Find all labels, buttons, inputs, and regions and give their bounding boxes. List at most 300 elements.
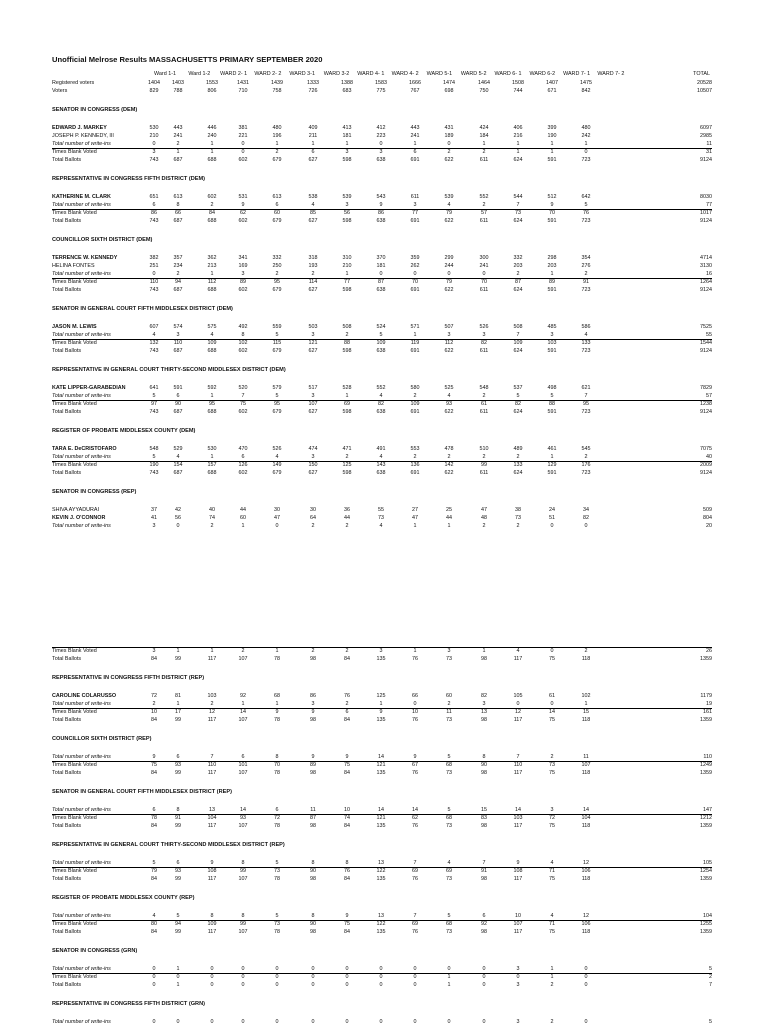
cell-value: 109 [207, 340, 217, 346]
cell-value: 213 [207, 263, 217, 269]
cell-value: 11 [446, 709, 452, 715]
cell-value: 6 [241, 754, 245, 760]
cell-value: 0 [447, 141, 451, 147]
cell-value: 1 [550, 974, 554, 980]
cell-value: 27 [412, 507, 418, 513]
cell-value: 71 [549, 868, 555, 874]
cell-value: 73 [446, 770, 452, 776]
cell-value: 101 [238, 762, 248, 768]
cell-value: 743 [149, 409, 159, 415]
cell-value: 74 [209, 515, 215, 521]
cell-value: 76 [583, 210, 589, 216]
cell-value: 9 [241, 202, 245, 208]
cell-value: 1333 [307, 80, 319, 86]
cell-value: 591 [547, 470, 557, 476]
cell-value: 107 [238, 656, 248, 662]
cell-value: 382 [149, 255, 159, 261]
cell-value: 89 [310, 762, 316, 768]
cell-value: 12 [583, 860, 589, 866]
cell-value: 223 [376, 133, 386, 139]
cell-value: 0 [413, 966, 417, 972]
cell-value: 118 [581, 717, 591, 723]
cell-value: 6 [241, 454, 245, 460]
cell-value: 0 [447, 271, 451, 277]
cell-value: 0 [241, 149, 245, 155]
cell-value: 526 [272, 446, 282, 452]
cell-value: 30 [274, 507, 280, 513]
cell-value: 2 [345, 701, 349, 707]
cell-value: 107 [513, 921, 523, 927]
cell-value: 0 [482, 982, 486, 988]
cell-value: 480 [581, 125, 591, 131]
cell-value: 788 [173, 88, 183, 94]
cell-value: 98 [481, 717, 487, 723]
cell-value: 93 [240, 815, 246, 821]
cell-value: 135 [376, 823, 386, 829]
cell-value: 524 [376, 324, 386, 330]
cell-value: 240 [207, 133, 217, 139]
cell-value: 47 [412, 515, 418, 521]
cell-value: 0 [152, 966, 156, 972]
cell-value: 99 [175, 876, 181, 882]
row-label: Times Blank Voted [52, 762, 97, 768]
cell-value: 1508 [512, 80, 524, 86]
column-header: WARD 5-2 [460, 71, 487, 77]
cell-value: 5 [275, 913, 279, 919]
cell-value: 3 [345, 202, 349, 208]
cell-value: 73 [274, 868, 280, 874]
total-value: 55 [706, 332, 712, 338]
cell-value: 691 [410, 470, 420, 476]
cell-value: 68 [446, 815, 452, 821]
cell-value: 0 [516, 974, 520, 980]
cell-value: 87 [515, 279, 521, 285]
cell-value: 413 [342, 125, 352, 131]
cell-value: 624 [513, 348, 523, 354]
cell-value: 539 [342, 194, 352, 200]
cell-value: 381 [238, 125, 248, 131]
total-value: 1017 [700, 210, 712, 216]
row-label: KEVIN J. O'CONNOR [52, 515, 106, 521]
cell-value: 627 [308, 218, 318, 224]
cell-value: 99 [481, 462, 487, 468]
cell-value: 133 [513, 462, 523, 468]
cell-value: 530 [207, 446, 217, 452]
row-label: Total number of write-ins [52, 807, 111, 813]
row-label: JOSEPH P. KENNEDY, III [52, 133, 114, 139]
cell-value: 1 [550, 271, 554, 277]
cell-value: 47 [481, 507, 487, 513]
cell-value: 84 [151, 876, 157, 882]
cell-value: 3 [176, 332, 180, 338]
cell-value: 624 [513, 287, 523, 293]
cell-value: 2 [550, 982, 554, 988]
cell-value: 299 [444, 255, 454, 261]
total-value: 1255 [700, 921, 712, 927]
column-header: WARD 7- 2 [597, 71, 625, 77]
cell-value: 624 [513, 470, 523, 476]
cell-value: 1 [482, 141, 486, 147]
cell-value: 107 [238, 770, 248, 776]
total-value: 9124 [700, 287, 712, 293]
cell-value: 190 [547, 133, 557, 139]
cell-value: 95 [274, 279, 280, 285]
cell-value: 5 [275, 860, 279, 866]
cell-value: 688 [207, 157, 217, 163]
cell-value: 1 [210, 454, 214, 460]
cell-value: 73 [446, 876, 452, 882]
column-header: WARD 2- 1 [220, 71, 248, 77]
cell-value: 359 [410, 255, 420, 261]
cell-value: 78 [274, 823, 280, 829]
cell-value: 8 [241, 913, 245, 919]
cell-value: 1 [550, 454, 554, 460]
total-value: 7525 [700, 324, 712, 330]
row-label: Times Blank Voted [52, 815, 97, 821]
cell-value: 611 [479, 287, 489, 293]
cell-value: 107 [238, 717, 248, 723]
cell-value: 93 [446, 401, 452, 407]
cell-value: 14 [240, 709, 246, 715]
table-row [0, 656, 768, 665]
cell-value: 3 [311, 454, 315, 460]
cell-value: 485 [547, 324, 557, 330]
cell-value: 73 [274, 921, 280, 927]
cell-value: 5 [176, 913, 180, 919]
cell-value: 638 [376, 348, 386, 354]
cell-value: 1 [176, 149, 180, 155]
row-label: Voters [52, 88, 68, 94]
cell-value: 598 [342, 409, 352, 415]
cell-value: 3 [379, 648, 383, 654]
cell-value: 12 [209, 709, 215, 715]
cell-value: 602 [238, 218, 248, 224]
cell-value: 3 [152, 149, 156, 155]
cell-value: 98 [481, 823, 487, 829]
cell-value: 341 [238, 255, 248, 261]
total-value: 147 [703, 807, 712, 813]
cell-value: 498 [547, 385, 557, 391]
total-value: 2985 [700, 133, 712, 139]
cell-value: 56 [175, 515, 181, 521]
cell-value: 98 [481, 929, 487, 935]
cell-value: 90 [310, 921, 316, 927]
cell-value: 4 [210, 332, 214, 338]
cell-value: 548 [479, 385, 489, 391]
cell-value: 242 [581, 133, 591, 139]
section-heading: SENATOR IN GENERAL COURT FIFTH MIDDLESEX DISTRICT (DEM) [52, 306, 233, 312]
cell-value: 0 [516, 701, 520, 707]
cell-value: 9 [345, 913, 349, 919]
cell-value: 622 [444, 157, 454, 163]
total-value: 1179 [700, 693, 712, 699]
cell-value: 82 [481, 693, 487, 699]
cell-value: 528 [342, 385, 352, 391]
section-heading: SENATOR IN CONGRESS (REP) [52, 489, 137, 495]
cell-value: 98 [310, 717, 316, 723]
cell-value: 611 [479, 218, 489, 224]
cell-value: 89 [240, 279, 246, 285]
cell-value: 110 [173, 340, 183, 346]
cell-value: 107 [308, 401, 318, 407]
cell-value: 142 [444, 462, 454, 468]
cell-value: 1 [413, 141, 417, 147]
cell-value: 184 [479, 133, 489, 139]
cell-value: 62 [240, 210, 246, 216]
cell-value: 806 [207, 88, 217, 94]
cell-value: 68 [446, 921, 452, 927]
cell-value: 75 [151, 762, 157, 768]
cell-value: 104 [207, 815, 217, 821]
cell-value: 611 [479, 157, 489, 163]
cell-value: 4 [447, 393, 451, 399]
column-header: Ward 1-2 [188, 71, 211, 77]
cell-value: 1 [447, 523, 451, 529]
cell-value: 0 [584, 974, 588, 980]
cell-value: 105 [513, 693, 523, 699]
cell-value: 61 [549, 693, 555, 699]
cell-value: 3 [447, 648, 451, 654]
cell-value: 399 [547, 125, 557, 131]
cell-value: 354 [581, 255, 591, 261]
cell-value: 114 [308, 279, 318, 285]
section-heading: COUNCILLOR SIXTH DISTRICT (DEM) [52, 237, 153, 243]
cell-value: 332 [513, 255, 523, 261]
cell-value: 84 [151, 717, 157, 723]
cell-value: 11 [583, 754, 589, 760]
total-value: 1544 [700, 340, 712, 346]
cell-value: 10 [412, 709, 418, 715]
cell-value: 591 [173, 385, 183, 391]
cell-value: 90 [481, 762, 487, 768]
cell-value: 580 [410, 385, 420, 391]
cell-value: 412 [376, 125, 386, 131]
cell-value: 4 [447, 202, 451, 208]
cell-value: 0 [152, 141, 156, 147]
row-label: Total number of write-ins [52, 454, 111, 460]
cell-value: 0 [413, 982, 417, 988]
cell-value: 75 [549, 823, 555, 829]
cell-value: 743 [149, 218, 159, 224]
cell-value: 117 [207, 823, 217, 829]
total-value: 57 [706, 393, 712, 399]
cell-value: 638 [376, 409, 386, 415]
cell-value: 241 [173, 133, 183, 139]
cell-value: 7 [516, 332, 520, 338]
row-label: Total number of write-ins [52, 966, 111, 972]
cell-value: 638 [376, 157, 386, 163]
cell-value: 90 [175, 401, 181, 407]
cell-value: 89 [549, 279, 555, 285]
row-label: Times Blank Voted [52, 921, 97, 927]
cell-value: 6 [311, 149, 315, 155]
section-heading: REPRESENTATIVE IN CONGRESS FIFTH DISTRICT (GRN) [52, 1001, 206, 1007]
total-value: 1212 [700, 815, 712, 821]
cell-value: 4 [550, 913, 554, 919]
cell-value: 4 [379, 523, 383, 529]
cell-value: 95 [583, 401, 589, 407]
row-label: Times Blank Voted [52, 210, 97, 216]
cell-value: 332 [272, 255, 282, 261]
column-header: WARD 3-2 [323, 71, 350, 77]
cell-value: 517 [308, 385, 318, 391]
cell-value: 107 [238, 823, 248, 829]
cell-value: 4 [447, 860, 451, 866]
table-row [0, 348, 768, 357]
cell-value: 0 [311, 974, 315, 980]
total-value: 9124 [700, 348, 712, 354]
cell-value: 169 [238, 263, 248, 269]
cell-value: 2 [584, 454, 588, 460]
cell-value: 443 [173, 125, 183, 131]
cell-value: 2 [152, 701, 156, 707]
cell-value: 203 [513, 263, 523, 269]
cell-value: 0 [345, 974, 349, 980]
row-label: Total number of write-ins [52, 860, 111, 866]
cell-value: 203 [547, 263, 557, 269]
cell-value: 3 [482, 332, 486, 338]
cell-value: 4 [379, 393, 383, 399]
cell-value: 109 [410, 401, 420, 407]
cell-value: 2 [311, 271, 315, 277]
cell-value: 78 [274, 717, 280, 723]
cell-value: 2 [550, 1019, 554, 1025]
cell-value: 471 [342, 446, 352, 452]
cell-value: 0 [275, 974, 279, 980]
cell-value: 176 [581, 462, 591, 468]
cell-value: 13 [378, 913, 384, 919]
cell-value: 489 [513, 446, 523, 452]
cell-value: 262 [410, 263, 420, 269]
cell-value: 0 [176, 523, 180, 529]
cell-value: 622 [444, 348, 454, 354]
cell-value: 107 [238, 876, 248, 882]
cell-value: 84 [344, 717, 350, 723]
cell-value: 5 [275, 393, 279, 399]
cell-value: 531 [238, 194, 248, 200]
cell-value: 17 [175, 709, 181, 715]
cell-value: 99 [175, 770, 181, 776]
cell-value: 691 [410, 409, 420, 415]
cell-value: 0 [210, 974, 214, 980]
total-value: 3130 [700, 263, 712, 269]
cell-value: 591 [547, 409, 557, 415]
cell-value: 726 [308, 88, 318, 94]
cell-value: 480 [272, 125, 282, 131]
cell-value: 57 [481, 210, 487, 216]
cell-value: 210 [149, 133, 159, 139]
cell-value: 579 [272, 385, 282, 391]
cell-value: 94 [175, 921, 181, 927]
row-label: TARA E. DeCRISTOFARO [52, 446, 117, 452]
total-value: 19 [706, 701, 712, 707]
page-title: Unofficial Melrose Results MASSACHUSETTS PRIMARY SEPTEMBER 2020 [52, 55, 323, 64]
cell-value: 723 [581, 157, 591, 163]
cell-value: 70 [412, 279, 418, 285]
cell-value: 679 [272, 287, 282, 293]
row-label: EDWARD J. MARKEY [52, 125, 107, 131]
cell-value: 4 [311, 202, 315, 208]
section-heading: REGISTER OF PROBATE MIDDLESEX COUNTY (DEM) [52, 428, 196, 434]
total-value: 1359 [700, 656, 712, 662]
cell-value: 78 [274, 656, 280, 662]
cell-value: 507 [444, 324, 454, 330]
cell-value: 234 [173, 263, 183, 269]
cell-value: 181 [376, 263, 386, 269]
row-label: Total number of write-ins [52, 393, 111, 399]
cell-value: 0 [379, 141, 383, 147]
row-label: Total Ballots [52, 287, 82, 293]
cell-value: 0 [210, 966, 214, 972]
cell-value: 9 [345, 754, 349, 760]
section-heading: REPRESENTATIVE IN CONGRESS FIFTH DISTRICT (REP) [52, 675, 205, 681]
cell-value: 110 [149, 279, 159, 285]
cell-value: 76 [412, 823, 418, 829]
cell-value: 0 [210, 1019, 214, 1025]
cell-value: 75 [240, 401, 246, 407]
cell-value: 2 [176, 141, 180, 147]
cell-value: 73 [515, 210, 521, 216]
cell-value: 86 [310, 693, 316, 699]
cell-value: 41 [151, 515, 157, 521]
cell-value: 591 [547, 287, 557, 293]
cell-value: 627 [308, 409, 318, 415]
total-value: 1264 [700, 279, 712, 285]
total-value: 105 [703, 860, 712, 866]
cell-value: 8 [482, 754, 486, 760]
row-label: Times Blank Voted [52, 340, 97, 346]
cell-value: 2 [413, 393, 417, 399]
cell-value: 1404 [148, 80, 160, 86]
cell-value: 125 [376, 693, 386, 699]
cell-value: 34 [583, 507, 589, 513]
cell-value: 1 [311, 141, 315, 147]
cell-value: 1474 [443, 80, 455, 86]
cell-value: 66 [412, 693, 418, 699]
cell-value: 250 [272, 263, 282, 269]
cell-value: 1666 [409, 80, 421, 86]
cell-value: 108 [207, 868, 217, 874]
cell-value: 42 [175, 507, 181, 513]
cell-value: 3 [447, 332, 451, 338]
cell-value: 1 [413, 332, 417, 338]
cell-value: 14 [378, 807, 384, 813]
cell-value: 622 [444, 218, 454, 224]
cell-value: 510 [479, 446, 489, 452]
cell-value: 602 [238, 348, 248, 354]
table-row [0, 88, 768, 97]
cell-value: 102 [581, 693, 591, 699]
cell-value: 98 [481, 770, 487, 776]
cell-value: 0 [447, 966, 451, 972]
column-header: WARD 6-2 [529, 71, 556, 77]
cell-value: 0 [584, 1019, 588, 1025]
cell-value: 84 [151, 929, 157, 935]
cell-value: 0 [379, 1019, 383, 1025]
cell-value: 2 [482, 149, 486, 155]
cell-value: 118 [581, 656, 591, 662]
cell-value: 276 [581, 263, 591, 269]
cell-value: 2 [210, 202, 214, 208]
total-column-header: TOTAL [693, 71, 710, 77]
cell-value: 122 [376, 868, 386, 874]
cell-value: 2 [275, 271, 279, 277]
column-header: Ward 1-1 [154, 71, 176, 77]
cell-value: 119 [410, 340, 420, 346]
cell-value: 14 [378, 754, 384, 760]
cell-value: 70 [274, 762, 280, 768]
cell-value: 624 [513, 409, 523, 415]
